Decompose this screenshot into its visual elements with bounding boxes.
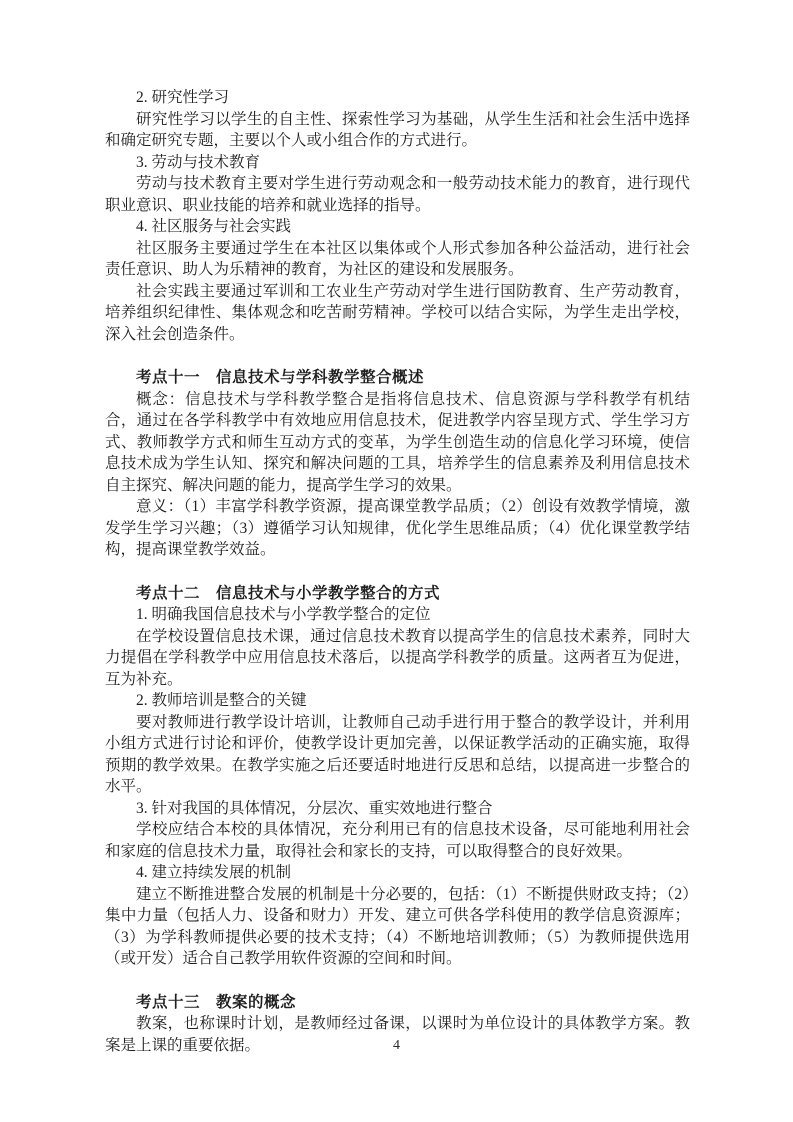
paragraph: 教案，也称课时计划，是教师经过备课，以课时为单位设计的具体教学方案。教案是上课的重要依据。 — [105, 1015, 690, 1054]
paragraph: 意义：（1）丰富学科教学资源，提高课堂教学品质；（2）创设有效教学情境，激发学生学习兴趣；（3）遵循学习认知规律，优化学生思维品质；（4）优化课堂教学结构，提高课堂教学效益。 — [105, 498, 690, 558]
document-body — [105, 87, 690, 1056]
paragraph: 社会实践主要通过军训和工农业生产劳动对学生进行国防教育、生产劳动教育，培养组织纪律性、集体观念和吃苦耐劳精神。学校可以结合实际，为学生走出学校，深入社会创造条件。 — [105, 282, 690, 343]
list-item-title: 2. 研究性学习 — [136, 89, 230, 106]
paragraph: 要对教师进行教学设计培训，让教师自己动手进行用于整合的教学设计，并利用小组方式进行讨论和评价，使教学设计更加完善，以保证教学活动的正确实施，取得预期的教学效果。在教学实施之后还要适时地进行反思和总结，以提高进一步整合的水平。 — [105, 713, 690, 795]
list-item-title: 3. 劳动与技术教育 — [136, 153, 261, 171]
paragraph: 建立不断推进整合发展的机制是十分必要的，包括：（1）不断提供财政支持；（2）集中力量（包括人力、设备和财力）开发、建立可供各学科使用的教学信息资源库；（3）为学科教师提供必要的技术支持；（4）不断地培训教师；（5）为教师提供选用（或开发）适合自己教学用软件资源的空间和时间。 — [105, 885, 690, 967]
paragraph: 在学校设置信息技术课，通过信息技术教育以提高学生的信息技术素养，同时大力提倡在学科教学中应用信息技术落后，以提高学科教学的质量。这两者互为促进，互为补充。 — [105, 627, 690, 688]
paragraph: 社区服务主要通过学生在本社区以集体或个人形式参加各种公益活动，进行社会责任意识、助人为乐精神的教育，为社区的建设和发展服务。 — [105, 239, 690, 278]
list-item-title: 4. 建立持续发展的机制 — [136, 864, 292, 881]
list-item-title: 4. 社区服务与社会实践 — [136, 218, 292, 235]
section-heading: 考点十一 信息技术与学科教学整合概述 — [136, 369, 425, 386]
section-heading: 考点十二 信息技术与小学教学整合的方式 — [136, 584, 441, 602]
list-item-title: 3. 针对我国的具体情况，分层次、重实效地进行整合 — [136, 799, 493, 817]
list-item-title: 1. 明确我国信息技术与小学教学整合的定位 — [136, 606, 431, 623]
page-number: 4 — [393, 1038, 400, 1053]
paragraph: 学校应结合本校的具体情况，充分利用已有的信息技术设备，尽可能地利用社会和家庭的信息技术力量，取得社会和家长的支持，可以取得整合的良好效果。 — [105, 821, 690, 860]
list-item-title: 2. 教师培训是整合的关键 — [136, 692, 307, 709]
section-heading: 考点十三 教案的概念 — [136, 993, 297, 1011]
paragraph: 劳动与技术教育主要对学生进行劳动观念和一般劳动技术能力的教育，进行现代职业意识、职业技能的培养和就业选择的指导。 — [105, 175, 690, 214]
paragraph: 概念：信息技术与学科教学整合是指将信息技术、信息资源与学科教学有机结合，通过在各学科教学中有效地应用信息技术，促进教学内容呈现方式、学生学习方式、教师教学方式和师生互动方式的变革，为学生创造生动的信息化学习环境，使信息技术成为学生认知、探究和解决问题的工具，培养学生的信息素养及利用信息技术自主探究、解决问题的能力，提高学生学习的效果。 — [105, 390, 690, 494]
paragraph: 研究性学习以学生的自主性、探索性学习为基础，从学生生活和社会生活中选择和确定研究专题，主要以个人或小组合作的方式进行。 — [105, 110, 690, 149]
